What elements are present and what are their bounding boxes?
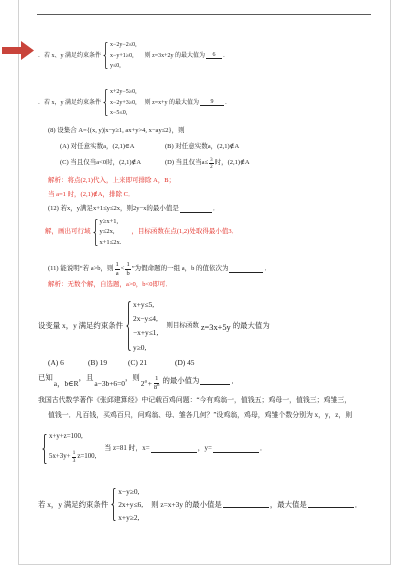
- fraction: [209, 158, 214, 170]
- problem-9-end: ．: [354, 499, 363, 509]
- fraction-denominator: 3: [72, 457, 76, 464]
- problem-6: [38, 301, 270, 351]
- constraint: x+2y−5≥0,: [110, 89, 137, 95]
- constraint: x−y+1≥0,: [110, 52, 134, 59]
- problem-5-stem: [48, 261, 271, 278]
- problem-3-option-d: [165, 157, 250, 170]
- problem-1: [38, 42, 229, 69]
- constraint: x−2y−2≤0,: [110, 42, 137, 48]
- fraction-denominator: a: [115, 269, 119, 277]
- constraint: x+y≤5,: [133, 300, 155, 309]
- constraint: y≥0,: [133, 342, 147, 352]
- denominator-exponent: b: [157, 381, 160, 387]
- problem-7-condition: a−3b+6=0: [94, 379, 125, 389]
- option-d-text-end: 时，(2,1)∉A: [214, 159, 250, 167]
- constraint: x+1≤2x.: [99, 238, 122, 246]
- option-c-text: (C) 当且仅当a<0时，(2,1)∉A: [60, 159, 142, 167]
- problem-2-end: ．: [225, 99, 232, 106]
- fraction: [115, 262, 120, 277]
- plus-sign: +: [147, 379, 152, 389]
- problem-6-constraints: [126, 301, 158, 351]
- left-brace-icon: [42, 434, 47, 464]
- constraint: 2x+y≤6,: [118, 499, 144, 509]
- fraction-denominator: 2: [210, 164, 213, 170]
- answer-blank: [180, 206, 212, 213]
- problem-4-stem: [48, 205, 219, 214]
- problem-8-condition: 当 z=81 时，x=: [104, 444, 150, 452]
- term1-base: 2: [140, 379, 145, 389]
- equation: [49, 451, 96, 464]
- answer-blank-y: [213, 445, 259, 452]
- option-d-text: (D) 45: [175, 358, 195, 368]
- problem-4-solution: [45, 219, 238, 246]
- solution-text: 解析：将点(2,1)代入，上来即可排除 A，B；: [48, 177, 176, 185]
- denominator-base: 8: [153, 384, 158, 392]
- problem-2-constraints: [103, 89, 137, 116]
- problem-6-option-a: [48, 358, 64, 368]
- fraction-denominator: b: [126, 269, 130, 277]
- fraction: [125, 262, 130, 277]
- less-than-sign: <: [120, 265, 125, 273]
- problem-9-constraints: [111, 488, 143, 521]
- constraint: 2x−y≤4,: [133, 314, 158, 324]
- problem-2-question: 则 z=x+y 的最大值为: [144, 99, 200, 106]
- option-a-text: (A) 6: [48, 358, 64, 368]
- constraint: x−5≤0,: [110, 110, 128, 116]
- problem-8-end: ．: [259, 444, 267, 452]
- problem-6-question-post: 的最大值为: [232, 321, 270, 331]
- fraction-numerator: 3: [210, 157, 213, 163]
- solution-lead: 解，画出可行域: [45, 228, 91, 236]
- problem-2-lead: ．若 x，y 满足约束条件: [38, 99, 102, 106]
- fraction: [72, 451, 77, 464]
- problem-7-domain: a，b∈R: [53, 379, 79, 389]
- answer-blank-min: [223, 501, 269, 509]
- problem-1-lead: ．若 x、y 满足约束条件: [38, 52, 102, 59]
- fraction: [154, 376, 160, 391]
- constraint: y≤2x,: [99, 228, 115, 236]
- problem-2-answer: 9: [200, 99, 224, 106]
- equation: x+y+z=100,: [49, 433, 83, 440]
- problem-7-then: ，则: [124, 373, 140, 383]
- solution-text: 当 a=1 时，(2,1)∉A，排除 C．: [48, 191, 135, 199]
- solution-text: 解析：无数个解，自选题，a>0，b<0即可．: [48, 281, 172, 289]
- problem-5-stem-text: (11) 能说明“若 a>b，则: [48, 265, 114, 273]
- problem-8-system: [42, 434, 267, 464]
- problem-6-objective: z=3x+5y: [200, 322, 231, 332]
- answer-blank: [200, 377, 230, 385]
- solution-end: ，目标函数在点(1,2)处取得最小值3．: [131, 228, 239, 236]
- equation-part: 5x+3y+: [49, 453, 71, 461]
- problem-5-end: ．: [264, 265, 271, 273]
- problem-9: [38, 488, 362, 521]
- problem-4-constraints: [93, 219, 122, 246]
- problem-6-option-c: [128, 358, 147, 368]
- option-d-text: (D) 当且仅当a≤: [165, 159, 209, 167]
- answer-blank-max: [308, 501, 354, 509]
- constraint: y≤0,: [110, 63, 121, 69]
- answer-blank-x: [151, 445, 197, 452]
- constraint: x−y≥0,: [118, 487, 140, 496]
- problem-3-solution-line-1: [48, 177, 175, 186]
- constraint: x−2y+3≥0,: [110, 99, 137, 106]
- left-brace-icon: [103, 89, 108, 116]
- problem-7-end: ．: [231, 376, 239, 386]
- problem-4-end: ．: [212, 205, 220, 213]
- problem-1-constraints: [103, 42, 137, 69]
- problem-6-option-d: [175, 358, 195, 368]
- problem-9-mid: ，最大值是: [269, 499, 307, 509]
- problem-7-expression: [141, 380, 147, 387]
- problem-1-end: ．: [223, 52, 230, 59]
- option-b-text: (B) 19: [88, 358, 108, 368]
- problem-6-lead: 设变量 x，y 满足约束条件: [38, 321, 123, 331]
- left-brace-icon: [103, 42, 108, 69]
- problem-8-text: 我国古代数学著作《张邱建算经》中记载百鸡问题：“今有鸡翁一，值钱五；鸡母一，值钱三；鸡雏三，: [38, 396, 352, 404]
- constraint: x+y≥2,: [118, 512, 140, 522]
- problem-8-equations: [42, 434, 96, 464]
- problem-8-y-label: ，y=: [197, 444, 212, 452]
- problem-5-stem-text-end: ”为假命题的一组 a，b 的值依次为: [131, 265, 229, 273]
- problem-4-stem-text: (12) 若x，y满足x+1≤y≤2x，则2y−x的最小值是: [48, 205, 179, 213]
- fraction-numerator: 1: [155, 375, 159, 383]
- problem-6-option-b: [88, 358, 107, 368]
- left-brace-icon: [93, 219, 98, 246]
- fraction-numerator: 1: [115, 261, 119, 268]
- header-rule: [37, 14, 371, 15]
- constraint: −x+y≤1,: [133, 328, 159, 338]
- fraction-numerator: 1: [72, 450, 76, 456]
- problem-7-and: ，且: [78, 373, 94, 383]
- answer-blank: [229, 266, 263, 273]
- problem-7-question: 的最小值为: [162, 376, 200, 386]
- left-brace-icon: [111, 488, 116, 521]
- problem-1-answer: 6: [206, 52, 222, 59]
- term1-exponent: a: [144, 378, 147, 385]
- problem-3-stem-text: (8) 设集合 A={(x, y)|x−y≥1, ax+y>4, x−ay≤2}，则: [48, 127, 185, 135]
- fraction-denominator: [153, 381, 160, 392]
- problem-6-question-pre: 则目标函数: [166, 321, 199, 329]
- problem-5-solution: [48, 281, 172, 290]
- problem-9-lead: 若 x，y 满足约束条件: [38, 499, 109, 509]
- problem-1-question: 则 z=3x+2y 的最大值为: [144, 52, 206, 59]
- option-c-text: (C) 21: [128, 358, 148, 368]
- problem-8-text: 值钱一．凡百钱，买鸡百只，问鸡翁、母、雏各几何？”设鸡翁，鸡母，鸡雏个数分别为 x，y，z，则: [48, 411, 353, 419]
- option-a-text: (A) 对任意实数a，(2,1)∈A: [60, 143, 135, 151]
- problem-3-solution-line-2: [48, 191, 134, 200]
- problem-8-line-1: [38, 396, 351, 406]
- problem-3-option-b: [165, 143, 239, 152]
- problem-2: [38, 89, 231, 116]
- equation-part: z=100,: [77, 453, 97, 461]
- problem-9-question: 则 z=x+3y 的最小值是: [151, 499, 222, 509]
- option-b-text: (B) 对任意实数a，(2,1)∉A: [165, 143, 240, 151]
- problem-7: [38, 371, 239, 391]
- problem-3-stem: [48, 127, 185, 136]
- left-brace-icon: [126, 301, 131, 351]
- problem-7-pre: 已知: [38, 373, 53, 383]
- problem-3-option-c: [60, 157, 141, 170]
- fraction-numerator: 1: [126, 261, 130, 268]
- constraint: y≥x+1,: [99, 218, 119, 225]
- red-arrow-icon: [2, 41, 34, 60]
- problem-3-option-a: [60, 143, 135, 152]
- problem-8-line-2: [48, 411, 352, 421]
